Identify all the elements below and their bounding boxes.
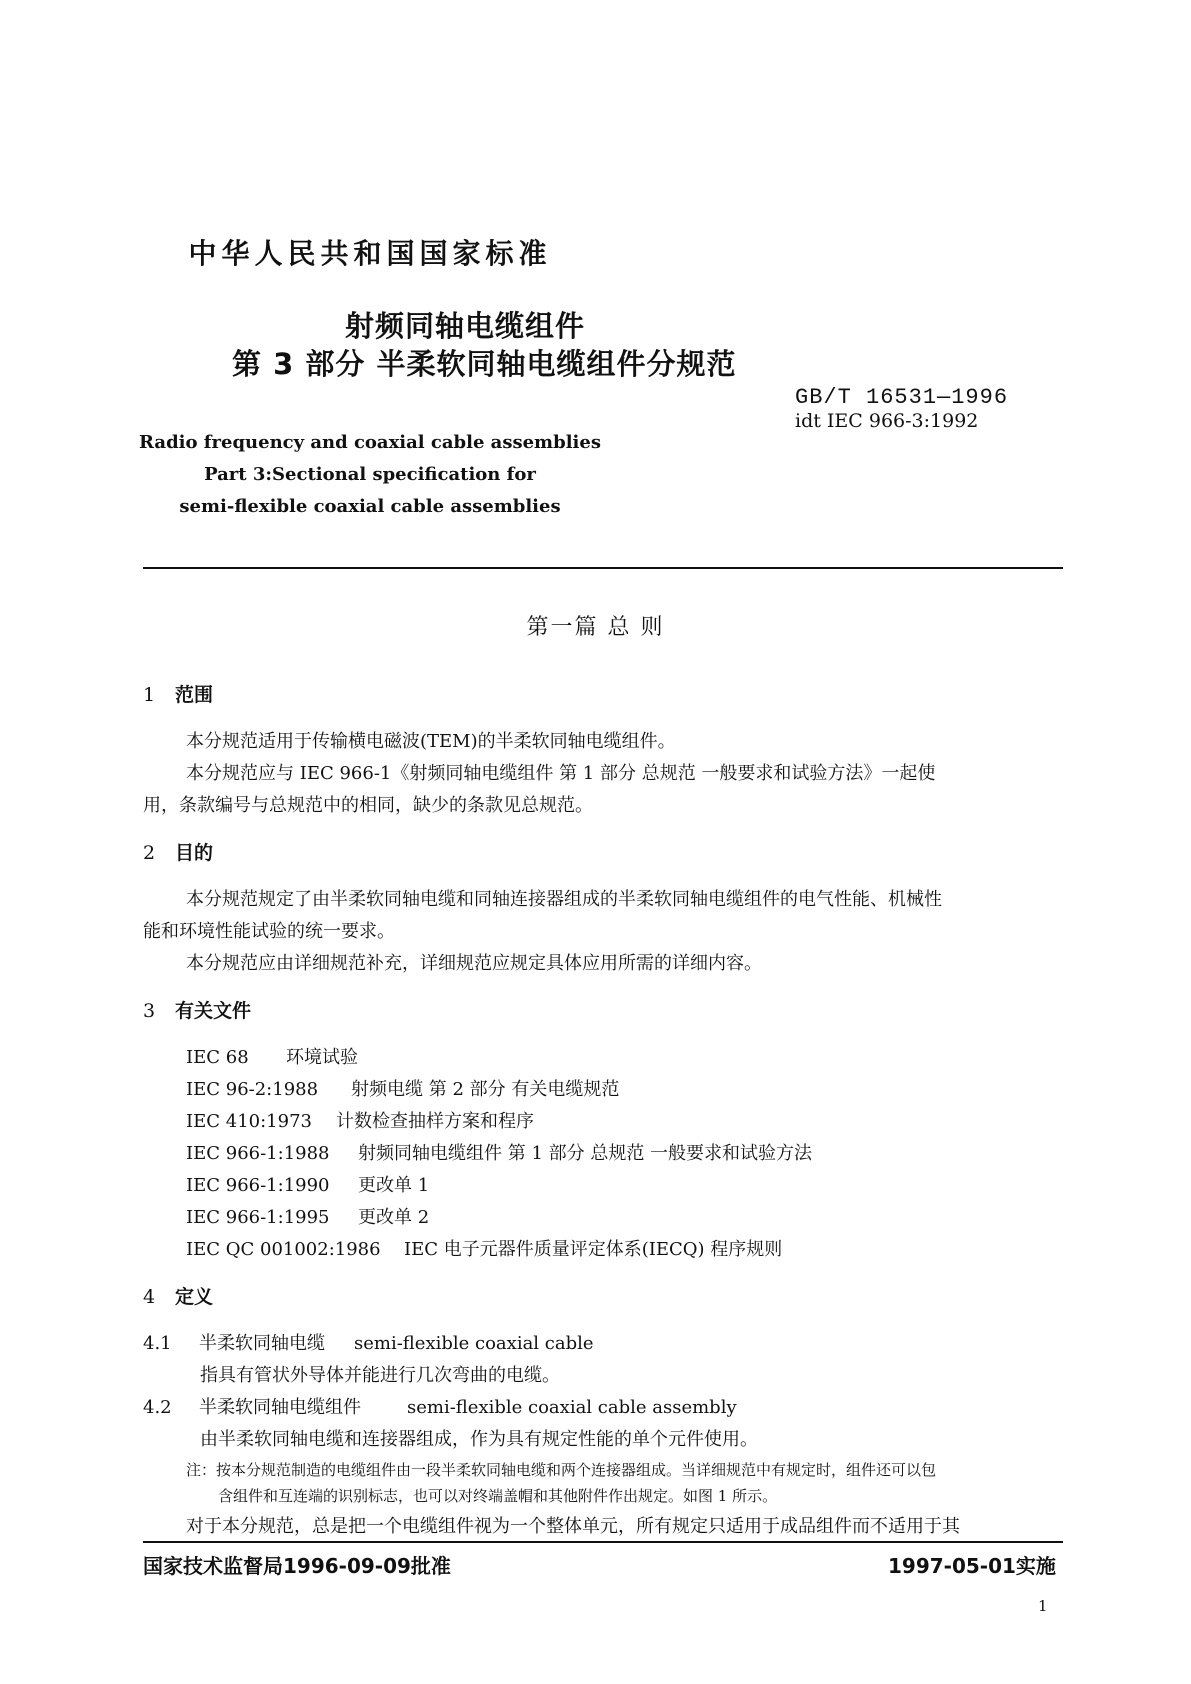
reference-item [186, 1235, 782, 1261]
definition-4-1-heading [143, 1329, 594, 1355]
paragraph: 用，条款编号与总规范中的相同，缺少的条款见总规范。 [143, 795, 593, 816]
trailing-paragraph: 对于本分规范，总是把一个电缆组件视为一个整体单元，所有规定只适用于成品组件而不适用于其 [186, 1516, 960, 1537]
title-zh-line1: 射频同轴电缆组件 [345, 309, 586, 343]
reference-title: 更改单 1 [358, 1175, 430, 1196]
standard-code: GB/T 16531—1996 [795, 385, 1009, 410]
reference-code: IEC 966-1:1988 [186, 1143, 330, 1164]
reference-code: IEC 410:1973 [186, 1111, 312, 1132]
definition-term: 半柔软同轴电缆组件 [199, 1397, 361, 1418]
section-number: 3 [143, 1000, 156, 1022]
reference-title: 环境试验 [286, 1047, 358, 1068]
approval-date: 国家技术监督局1996-09-09批准 [143, 1554, 451, 1578]
section-1-heading [143, 680, 213, 707]
title-en-line3: semi-flexible coaxial cable assemblies [179, 496, 561, 517]
national-standard-heading: 中华人民共和国国家标准 [188, 237, 552, 270]
note-line-2: 含组件和互连端的识别标志，也可以对终端盖帽和其他附件作出规定。如图 1 所示。 [218, 1487, 778, 1505]
section-title: 定义 [175, 1286, 214, 1308]
paragraph: 本分规范应与 IEC 966-1《射频同轴电缆组件 第 1 部分 总规范 一般要求和试验方法》一起使 [186, 763, 936, 784]
section-number: 4 [143, 1286, 156, 1308]
definition-text: 指具有管状外导体并能进行几次弯曲的电缆。 [200, 1365, 560, 1386]
reference-title: 更改单 2 [358, 1207, 430, 1228]
reference-code: IEC 966-1:1995 [186, 1207, 330, 1228]
reference-code: IEC 966-1:1990 [186, 1175, 330, 1196]
reference-item [186, 1139, 812, 1165]
paragraph: 本分规范规定了由半柔软同轴电缆和同轴连接器组成的半柔软同轴电缆组件的电气性能、机械性 [186, 889, 942, 910]
reference-item [186, 1043, 358, 1069]
definition-term-en: semi-flexible coaxial cable assembly [407, 1397, 737, 1418]
paragraph: 能和环境性能试验的统一要求。 [143, 921, 395, 942]
definition-number: 4.1 [143, 1333, 172, 1354]
definition-term-en: semi-flexible coaxial cable [354, 1333, 594, 1354]
definition-text: 由半柔软同轴电缆和连接器组成，作为具有规定性能的单个元件使用。 [200, 1429, 758, 1450]
header-divider [143, 567, 1063, 569]
definition-number: 4.2 [143, 1397, 172, 1418]
section-number: 1 [143, 684, 156, 706]
page-number: 1 [1038, 1597, 1048, 1615]
implementation-date: 1997-05-01实施 [888, 1554, 1056, 1578]
section-title: 有关文件 [175, 1000, 252, 1022]
section-title: 目的 [175, 842, 214, 864]
reference-title: 射频电缆 第 2 部分 有关电缆规范 [351, 1079, 620, 1100]
section-3-heading [143, 996, 251, 1023]
section-number: 2 [143, 842, 156, 864]
section-title: 范围 [175, 684, 214, 706]
paragraph: 本分规范适用于传输横电磁波(TEM)的半柔软同轴电缆组件。 [186, 731, 676, 752]
part-title: 第一篇 总 则 [526, 615, 665, 640]
reference-item [186, 1203, 429, 1229]
reference-code: IEC 68 [186, 1047, 249, 1068]
reference-title: 计数检查抽样方案和程序 [336, 1111, 534, 1132]
paragraph: 本分规范应由详细规范补充，详细规范应规定具体应用所需的详细内容。 [186, 953, 762, 974]
idt-reference: idt IEC 966-3:1992 [795, 410, 979, 432]
reference-item [186, 1171, 429, 1197]
title-en-line1: Radio frequency and coaxial cable assemblies [139, 432, 601, 453]
title-zh-line2: 第 3 部分 半柔软同轴电缆组件分规范 [232, 347, 737, 381]
definition-4-2-heading [143, 1393, 737, 1419]
section-4-heading [143, 1282, 213, 1309]
note-line-1: 注：按本分规范制造的电缆组件由一段半柔软同轴电缆和两个连接器组成。当详细规范中有规定时，组件还可以包 [186, 1461, 937, 1479]
reference-item [186, 1075, 619, 1101]
footer-divider [143, 1541, 1063, 1543]
reference-item [186, 1107, 534, 1133]
definition-term: 半柔软同轴电缆 [199, 1333, 325, 1354]
reference-title: IEC 电子元器件质量评定体系(IECQ) 程序规则 [404, 1239, 783, 1260]
section-2-heading [143, 838, 213, 865]
title-en-line2: Part 3:Sectional specification for [204, 464, 536, 485]
reference-code: IEC QC 001002:1986 [186, 1239, 381, 1260]
reference-code: IEC 96-2:1988 [186, 1079, 319, 1100]
reference-title: 射频同轴电缆组件 第 1 部分 总规范 一般要求和试验方法 [358, 1143, 813, 1164]
